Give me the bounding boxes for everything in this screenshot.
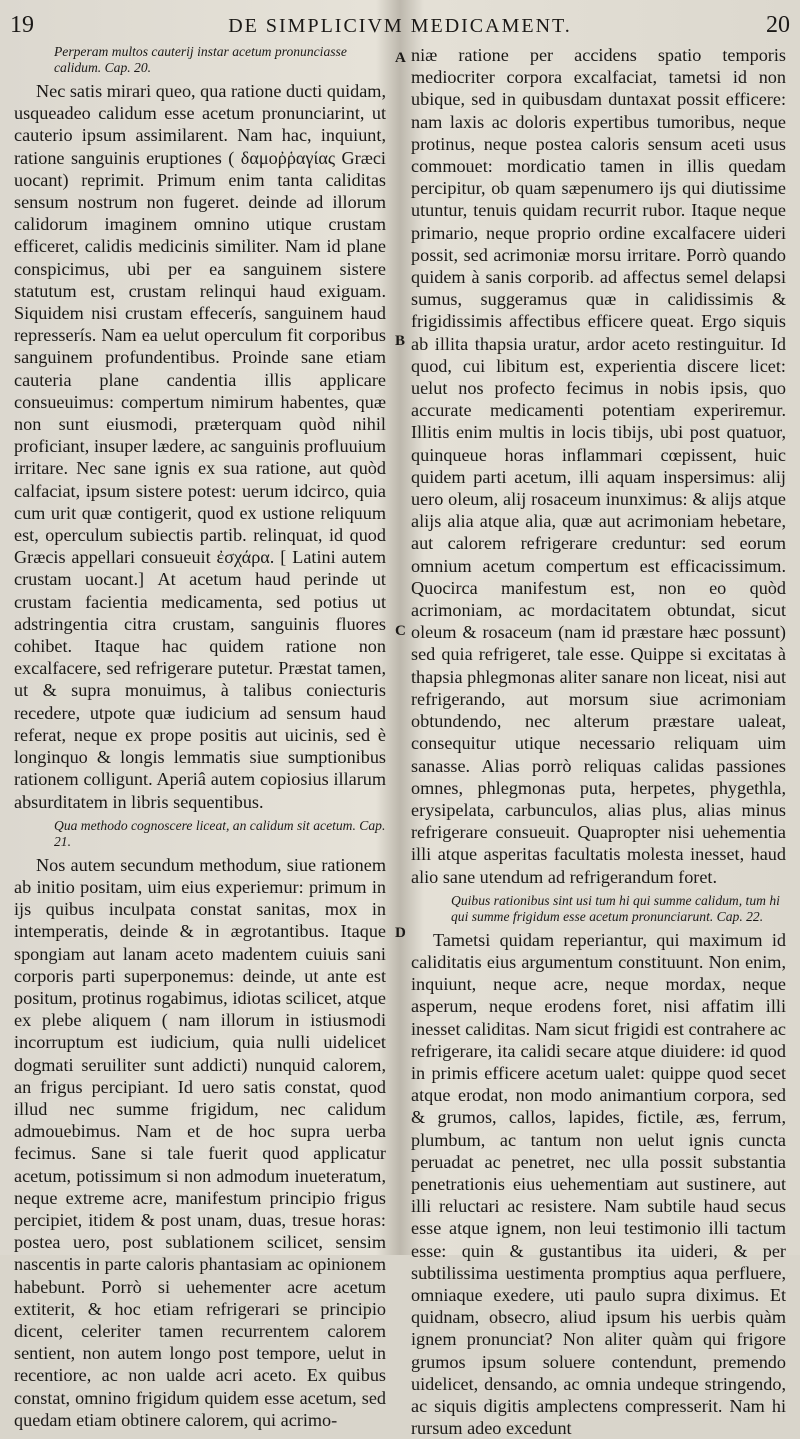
running-title: DE SIMPLICIVM MEDICAMENT. [228,15,572,37]
page-number-right: 20 [766,12,790,38]
paragraph: niæ ratione per accidens spatio temporis mediocriter corpora excalfaciat, tametsi id non ubique, sed in quibusdam duntaxat possit efficere: nam laxis ac doloris expertibus tumoribus, neque protinus, neque postea caloris sensum aceti usus commouet: mordicatio tamen in illis quedam percipitur, ob quam sæpenumero ijs qui diutissime utuntur, tenuis quidam recurrit rubor. Itaque neque primario, neque proprio ordine excalfacere uideri possit, sed acrimoniæ morsu irritare. Porrò quando quidem à sanis corporib. ad affectus semel delapsi sumus, suggeramus quæ in calidissimis & frigidissimis affectibus efficere queat. Ergo siquis ab illita thapsia uratur, ardor aceto restinguitur. Id quod, cui libitum est, experientia discere licet: uelut nos profecto fecimus in nobis ipsis, quo accurate medicamenti potentiam experiremur. Illitis enim multis in locis tibijs, ubi post quatuor, quinqueue horas inflammari cœpissent, huic quidem parti acetum, illi aquam inspersimus: alij uero oleum, alij rosaceum inunximus: & alijs atque alijs alia atque alia, quæ aut acrimoniam hebetare, aut calorem refrigerare creduntur: sed eorum omnium acetum compertum est efficacissimum. Quocirca manifestum est, non eo quòd acrimoniam, ac mordacitatem obtundat, sicut oleum & rosaceum (nam id præstare hæc possunt) sed quia refrigeret, tale esse. Quippe si excitatas à thapsia phlegmonas aliter sanare non liceat, nisi aut refrigerando, aut morsum siue acrimoniam obtundendo, nec alterum præstare ualeat, consequitur utique necessario reliquam uim sanasse. Alias porrò reliquas calidas passiones omnes, phlegmonas puta, herpetes, phygethla, erysipelata, carbunculos, alias plus, alias minus refrigerare consueuit. Quapropter nisi uehementia illi atque asperitas facultatis molesta inesset, haud alio sane utendum ad refrigerandum foret. [411,45,786,887]
margin-letter: C [395,623,406,639]
right-column [411,44,786,1439]
margin-letter: D [395,925,406,941]
margin-letter: A [395,50,406,66]
page-number-left: 19 [10,12,34,38]
chapter-heading: Quibus rationibus sint usi tum hi qui summe calidum, tum hi qui summe frigidum esse acetum pronunciarunt. Cap. 22. [451,892,780,924]
paragraph: Nos autem secundum methodum, siue rationem ab initio positam, uim eius experiemur: primum in ijs quibus inculpata constat sanitas, mox in intemperatis, deinde & in ægrotantibus. Itaque spongiam aut lanam aceto madentem cuiuis sani corporis parti superponemus: deinde, ut ante est positum, protinus rogabimus, idiotas scilicet, atque ex plebe aliquem ( nam illorum in istiusmodi incorruptum est iudicium, quia nulli uidelicet dogmati seruiliter sunt addicti) nunquid calorem, an frigus percipiant. Id uero satis constat, quod illud nec summe frigidum, nec calidum admouebimus. Nam et de hoc supra uerba fecimus. Sane si tale fuerit quod applicatur acetum, potissimum si non admodum inueteratum, neque extreme acre, manifestum principio frigus percipiet, itidem & post unam, duas, tresue horas: postea uero, post sublationem scilicet, sensim nascentis in parte caloris phantasiam ac opinionem habebunt. Porrò si uehementer acre acetum extiterit, & hoc etiam refrigerari se principio dicent, celeriter tamen recurrentem calorem sentient, non autem longo post tempore, uelut in recentiore, ac non ualde acri aceto. Ex quibus constat, omnino frigidum quidem esse acetum, sed quedam etiam obtinere calorem, qui acrimo- [14,854,386,1430]
margin-letter: B [395,333,406,349]
paragraph: Tametsi quidam reperiantur, qui maximum id caliditatis eius argumentum constituunt. Non enim, inquiunt, neque acre, neque mordax, neque asperum, neque erodens foret, nisi affatim illi inesset caliditas. Nam sicut frigidi est contrahere ac refrigerare, ita calidi secare atque diuidere: id quod in primis efficere acetum ualet: quippe quod secet atque erodat, non modo animantium corpora, sed & grumos, callos, lapides, fictile, æs, ferrum, plumbum, ac tantum non uelut ignis cuncta peruadat ac penetret, nec ulla possit substantia penetrationis eius uehementiam aut sustinere, aut illi reluctari ac resistere. Nam subtile haud secus esse atque ignem, non leui testimonio illi tactum esse: quin & gustantibus ita uideri, & per subtilissima uestimenta promptius aqua perfluere, omniaque exedere, uti paulo supra diximus. Et quidnam, obsecro, aliud ipsum his uerbis quàm ignem pronunciat? Non aliter quàm qui frigore grumos ipsum soluere contendunt, premendo uidelicet, densando, ac omnia undeque stringendo, ac siquis digitis amplectens compresserit. Nam hi rursum adeo excedunt [411,929,786,1439]
chapter-heading: Qua methodo cognoscere liceat, an calidum sit acetum. Cap. 21. [54,817,386,849]
page-header [0,6,800,38]
chapter-heading: Perperam multos cauterij instar acetum pronunciasse calidum. Cap. 20. [54,44,347,75]
left-column [14,44,387,1430]
paragraph: Nec satis mirari queo, qua ratione ducti quidam, usqueadeo calidum esse acetum pronunciarint, ut cauterio ipsum assimilarent. Nam hac, inquiunt, ratione sanguinis eruptiones ( δαμοῤῥαγίας Græci uocant) reprimit. Primum enim tanta caliditas sensum nostrum non fugeret. deinde ad illorum calidorum imaginem omnino utique crustam efficeret, calidis medicinis similiter. Nam id plane conspicimus, ubi per ea sanguinem sistere statutum est, crustam relinqui haud exiguam. Siquidem nisi crustam effecerís, sanguinem haud represserís. Nam ea uelut operculum fit corporibus sanguinem profundentibus. Proinde sane etiam cauteria plane candentia illis applicare consueuimus: compertum nimirum habentes, quæ non sunt eiusmodi, præterquam quòd nihil proficiant, insuper lædere, ac sanguinis profluuium irritare. Nec sane ignis ex sua ratione, aut quòd calfaciat, ipsum sistere potest: uerum idcirco, quia cum urit quæ contigerit, quod ex ustione reliquum est, operculum subiectis partib. relinquat, id quod Græcis appellari consueuit ἐσχάρα. [ Latini autem crustam uocant.] At acetum haud perinde ut crustam facientia medicamenta, sed potius ut adstringentia citra crustam, sanguinis fluores cohibet. Itaque hac quidem ratione non excalfacere, sed refrigerare putetur. Præstat tamen, ut & supra monuimus, à talibus coniecturis recedere, utpote quæ iudicium ad sensum haud referat, neque ex prope positis aut uicinis, sed è longinquo & longis lemmatis siue sumptionibus rationem colligunt. Aperiâ autem copiosius illarum absurditatem in libris sequentibus. [14,81,387,812]
